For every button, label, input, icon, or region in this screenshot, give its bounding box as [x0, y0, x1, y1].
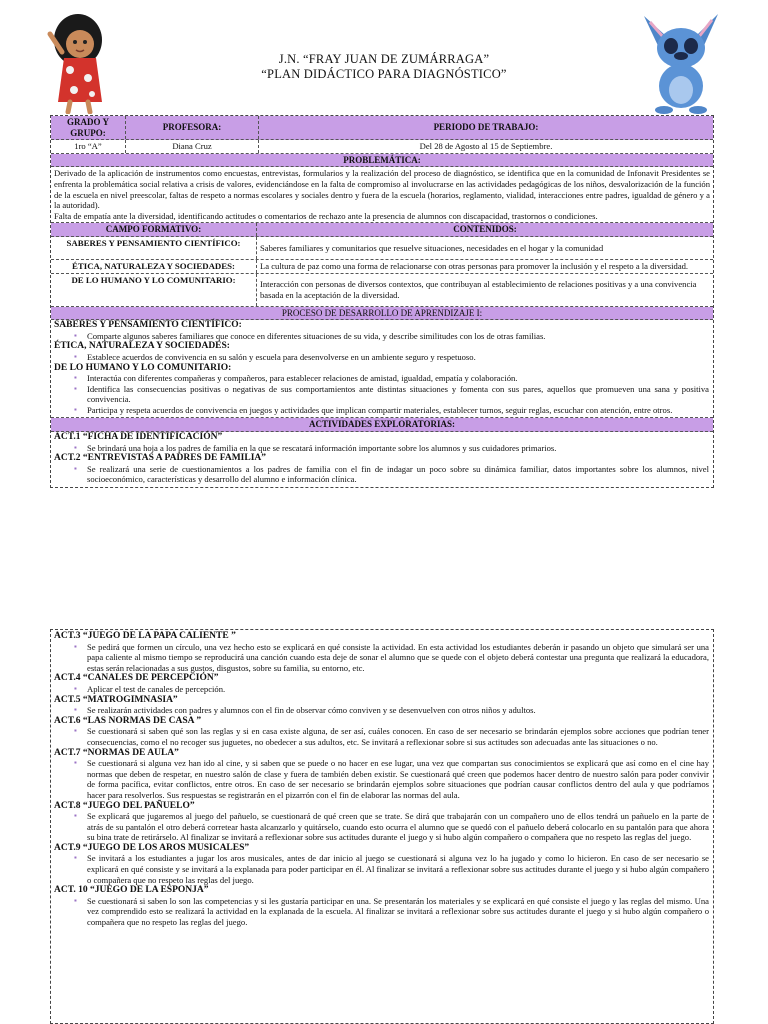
list-item: ▪ Se pedirá que formen un círculo, una vez hecho esto se explicará en qué consiste la actividad. En esta actividad los estudiantes deberán ir pasando un objeto que simulará ser una papa caliente al mismo tiempo se reproducirá una canción cuando esta deje de sonar el alumno que se quede con el objeto deberá contestar una pregunta que realizará la educadora, estas serán relacionadas a sus gustos, disgustos, sobre su familia, su entorno, etc.	[87, 642, 709, 674]
school-name-title: J.N. “FRAY JUAN DE ZUMÁRRAGA”	[278, 52, 490, 66]
activity-list	[51, 642, 713, 674]
proceso-list	[51, 373, 713, 417]
list-item: ▪ Establece acuerdos de convivencia en su salón y escuela para desenvolverse en un ambiente seguro y respetuoso.	[87, 352, 709, 363]
plan-title: “PLAN DIDÁCTICO PARA DIAGNÓSTICO”	[261, 67, 507, 81]
campos-header-row	[51, 223, 713, 237]
plan-sheet-1	[50, 115, 714, 488]
activity-list	[51, 758, 713, 800]
campo-row-humano	[51, 274, 713, 307]
list-item: ▪ Se cuestionará si alguna vez han ido al cine, y si saben que se puede o no hacer en ese lugar, una vez que compartan sus conocimientos se explicará que así como en el cine hay normas que deben de respetar, en nuestro salón de clase y fuera de también deben existir. Se cuestionará qué creen que podemos hacer dentro de nuestro salón para poder convivir de forma pacífica, evitar conflictos, entre otros. En caso de ser necesario se brindarán ejemplos sobre situaciones que podrían causar conflictos dentro del aula y que podríamos hacer para resolverlos. Sus respuestas se registrarán en el pizarrón con el fin de elaborar las normas del aula.	[87, 758, 709, 800]
list-item: ▪ Se invitará a los estudiantes a jugar los aros musicales, antes de dar inicio al juego se cuestionará si alguna vez lo ha jugado y como lo hicieron. En caso de ser necesario se explicará en qué consiste y se invitará a la explanada para poder participar en él. Al finalizar se invitará a reflexionar sobre sus actitudes durante el juego y si hubo algún compañero o compañera que no respeto las reglas del juego.	[87, 853, 709, 885]
list-item: ▪ Se cuestionará si saben qué son las reglas y si en casa existe alguna, de ser así, cuáles conocen. En caso de ser necesario se brindarán ejemplos sobre acciones que podrían tener consecuencias, como el no recoger sus juguetes, no obedecer a sus adultos, etc. Se invitará a reflexionar sobre si sus actitudes son adecuadas ante las situaciones o no.	[87, 726, 709, 747]
contenidos-label: CONTENIDOS:	[453, 224, 517, 235]
problematica-header	[51, 154, 713, 168]
campo-row-saberes	[51, 237, 713, 260]
activity-title: ACT.8 “JUEGO DEL PAÑUELO”	[54, 800, 195, 811]
info-header-row	[51, 116, 713, 140]
list-item: ▪ Se explicará que jugaremos al juego del pañuelo, se cuestionará de qué creen que se trate. Se dirá que trabajarán con un compañero uno de ellos tendrá un pañuelo en la parte de atrás de su pantalón el otro deberá corretear hasta alcanzarlo y quitárselo, cuando esto ocurra el alumno que se quedó con el pañuelo deberá colocarlo en su pantalón para que ahora su bina trate de retirárselo. Al finalizar se invitará a reflexionar sobre sus actitudes durante el juego y si hubo algún compañero o compañera que no respeto las reglas del juego.	[87, 811, 709, 843]
list-item: ▪ Comparte algunos saberes familiares que conoce en diferentes situaciones de su vida, y describe similitudes con los de otras familias.	[87, 331, 709, 342]
campo-name: DE LO HUMANO Y LO COMUNITARIO:	[51, 274, 257, 306]
activity-title: ACT.9 “JUEGO DE LOS AROS MUSICALES”	[54, 842, 250, 853]
proceso-body	[51, 320, 713, 418]
proceso-list	[51, 331, 713, 342]
activity-list	[51, 811, 713, 843]
profesora-value: Diana Cruz	[126, 140, 259, 153]
activity-title: ACT. 10 “JUEGO DE LA ESPONJA”	[54, 885, 209, 896]
list-item: ▪ Identifica las consecuencias positivas o negativas de sus comportamientos ante distintas situaciones y fomenta con sus pares, aquellos que promueven una sana y positiva convivencia.	[87, 384, 709, 405]
activity-list	[51, 443, 713, 454]
campo-contenido: Saberes familiares y comunitarios que resuelve situaciones, necesidades en el hogar y la comunidad	[260, 242, 604, 253]
activity-list	[51, 464, 713, 487]
activity-list	[51, 896, 713, 928]
actividades-body-1	[51, 432, 713, 487]
periodo-value: Del 28 de Agosto al 15 de Septiembre.	[419, 141, 553, 152]
activity-title: ACT.6 “LAS NORMAS DE CASA ”	[54, 715, 202, 726]
proceso-list	[51, 352, 713, 363]
activity-title: ACT.7 “NORMAS DE AULA”	[54, 747, 179, 758]
campo-contenido: Interacción con personas de diversos contextos, que contribuyan al establecimiento de relaciones positivas y a una convivencia basada en la aceptación de la diversidad.	[260, 278, 697, 300]
campo-name: ÉTICA, NATURALEZA Y SOCIEDADES:	[51, 260, 257, 273]
activity-title: ACT.2 “ENTREVISTAS A PADRES DE FAMILIA”	[54, 453, 267, 464]
activity-list	[51, 705, 713, 716]
list-item: ▪ Interactúa con diferentes compañeras y compañeros, para establecer relaciones de amistad, igualdad, empatía y colaboración.	[87, 373, 709, 384]
proceso-section-title: ÉTICA, NATURALEZA Y SOCIEDADES:	[54, 341, 230, 352]
activity-list	[51, 726, 713, 747]
list-item: ▪ Se realizará una serie de cuestionamientos a los padres de familia con el fin de indagar un poco sobre su dinámica familiar, datos importantes sobre los alumnos, nivel socioeconómico, características y desarrollo del alumno e información clínica.	[87, 464, 709, 485]
grado-value: 1ro “A”	[51, 140, 126, 153]
list-item: ▪ Aplicar el test de canales de percepción.	[87, 684, 709, 695]
activity-list	[51, 684, 713, 695]
plan-sheet-2	[50, 629, 714, 1024]
problematica-paragraph-2: Falta de empatía ante la diversidad, identificando actitudes o comentarios de rechazo ante la presencia de alumnos con discapacidad, trastornos o condiciones.	[54, 210, 598, 221]
campo-row-etica	[51, 260, 713, 274]
activity-title: ACT.5 “MATROGIMNASIA”	[54, 694, 178, 705]
list-item: ▪ Se realizarán actividades con padres y alumnos con el fin de observar cómo conviven y se desenvuelven con otros niños y adultos.	[87, 705, 709, 716]
proceso-heading: PROCESO DE DESARROLLO DE APRENDIZAJE I:	[281, 307, 483, 318]
grado-label: GRADO Y GRUPO:	[51, 116, 126, 139]
profesora-label: PROFESORA:	[126, 116, 259, 139]
actividades-heading: ACTIVIDADES EXPLORATORIAS:	[309, 419, 455, 430]
problematica-heading: PROBLEMÁTICA:	[343, 154, 421, 165]
list-item: ▪ Participa y respeta acuerdos de convivencia en juegos y actividades que implican compartir materiales, establecer turnos, seguir reglas, escuchar con atención, entre otros.	[87, 405, 709, 416]
activity-title: ACT.1 “FICHA DE IDENTIFICACIÓN”	[54, 432, 223, 443]
activity-list	[51, 853, 713, 885]
activity-title: ACT.4 “CANALES DE PERCEPCIÓN”	[54, 673, 219, 684]
activity-title: ACT.3 “JUEGO DE LA PAPA CALIENTE ”	[54, 631, 236, 641]
campo-formativo-label: CAMPO FORMATIVO:	[51, 223, 257, 236]
proceso-section-title: SABERES Y PENSAMIENTO CIENTÍFICO:	[54, 320, 242, 331]
list-item: ▪ Se brindará una hoja a los padres de familia en la que se rescatará información importante sobre los alumnos y sus cuidadores primarios.	[87, 443, 709, 454]
campo-contenido: La cultura de paz como una forma de relacionarse con otras personas para promover la inclusión y el respeto a la diversidad.	[260, 260, 689, 271]
actividades-header	[51, 418, 713, 432]
proceso-header	[51, 307, 713, 321]
problematica-body	[51, 167, 713, 223]
campo-name: SABERES Y PENSAMIENTO CIENTÍFICO:	[51, 237, 257, 259]
info-values-row	[51, 140, 713, 154]
problematica-paragraph-1: Derivado de la aplicación de instrumentos como encuestas, entrevistas, formularios y la realización del proceso de diagnóstico, se identifica que en la comunidad de Infonavit Presidentes se enfrenta la problemática social relativa a crisis de valores, evidenciándose en la falta de compromiso al involucrarse en las actividades pedagógicas de los niños, desvalorización de la función de la escuela en nivel preescolar, faltas de respeto a normas escolares y sociales dentro y fuera de la escuela (horarios, reglamento, vialidad, interacciones entre padres, igualdad de género y a la autoridad).	[54, 168, 710, 211]
periodo-label: PERIODO DE TRABAJO:	[433, 122, 539, 133]
proceso-section-title: DE LO HUMANO Y LO COMUNITARIO:	[54, 362, 232, 373]
list-item: ▪ Se cuestionará si saben lo son las competencias y si les gustaría participar en una. Se presentarán los materiales y se explicará en qué consiste el juego y las reglas del mismo. Una vez comprendido esto se realizará la actividad en la explanada de la escuela. Al finalizar se invitará a reflexionar sobre sus actitudes durante el juego y si hubo algún compañero o compañera que no respeto las reglas del juego.	[87, 896, 709, 928]
